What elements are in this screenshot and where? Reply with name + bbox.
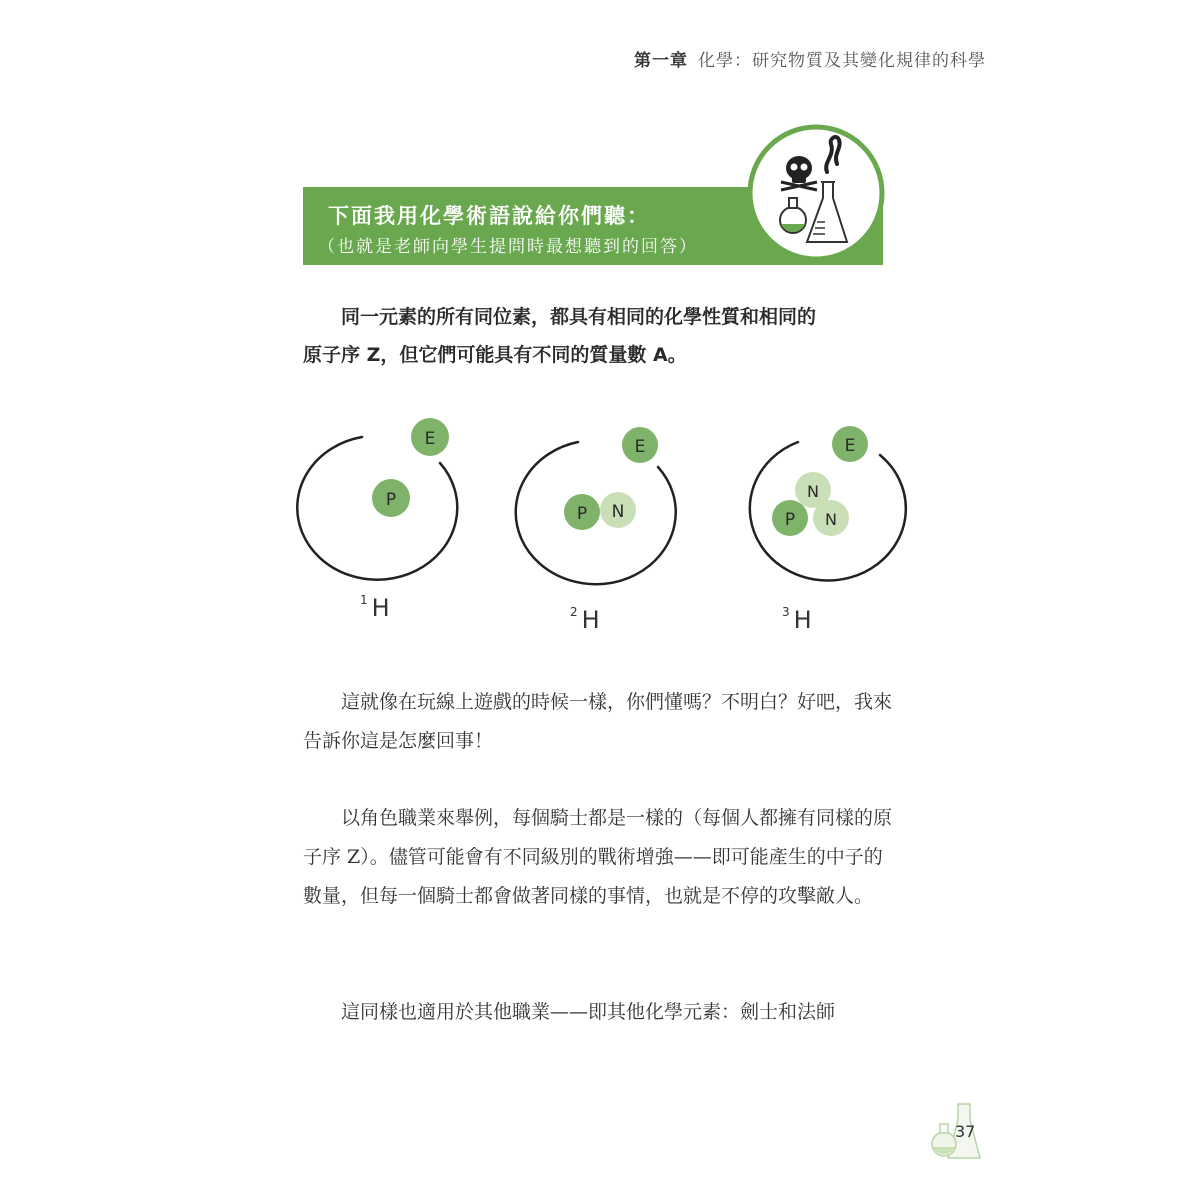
nucleon-2-2: N	[611, 502, 625, 522]
mass-number-3: 3	[782, 605, 790, 619]
element-symbol-1: H	[371, 594, 390, 622]
atom-2	[516, 427, 676, 584]
electron-2-label: E	[634, 437, 646, 457]
nucleon-2-1: P	[576, 504, 588, 524]
electron-3-label: E	[844, 436, 856, 456]
lead-line-1: 同一元素的所有同位素，都具有相同的化學性質和相同的	[341, 306, 817, 328]
paragraph-2-text: 以角色職業來舉例，每個騎士都是一樣的（每個人都擁有同樣的原子序 Z）。儘管可能會有不同級別的戰術增強——即可能產生的中子的數量，但每一個騎士都會做著同樣的事情，也就是不停的攻擊敵人。	[303, 807, 893, 907]
atom-1	[297, 418, 457, 580]
skull-and-flask-icon	[747, 124, 885, 262]
lead-line-2: 原子序 Z，但它們可能具有不同的質量數 A。	[303, 344, 687, 366]
element-symbol-2: H	[581, 606, 600, 634]
chapter-label: 第一章	[634, 51, 688, 71]
nucleon-3-2: P	[784, 510, 796, 530]
paragraph-1	[303, 683, 893, 761]
electron-1-label: E	[424, 429, 436, 449]
nucleon-1-1: P	[385, 490, 397, 510]
atom-3	[750, 426, 906, 581]
isotope-label-3	[782, 605, 812, 634]
element-symbol-3: H	[793, 606, 812, 634]
banner-title: 下面我用化學術語說給你們聽：	[328, 204, 650, 228]
nucleon-3-3: N	[825, 510, 837, 529]
paragraph-2	[303, 799, 893, 916]
chapter-title: 化學：研究物質及其變化規律的科學	[698, 51, 986, 71]
mass-number-1: 1	[360, 593, 368, 607]
paragraph-1-text: 這就像在玩線上遊戲的時候一樣，你們懂嗎？不明白？好吧，我來告訴你這是怎麼回事！	[303, 691, 893, 752]
mass-number-2: 2	[570, 605, 578, 619]
paragraph-3	[303, 993, 893, 1032]
paragraph-3-text: 這同樣也適用於其他職業——即其他化學元素：劍士和法師	[341, 1001, 836, 1023]
isotope-diagram	[290, 415, 910, 645]
isotope-label-1	[360, 593, 390, 622]
running-header	[634, 46, 986, 71]
isotope-label-2	[570, 605, 600, 634]
lead-text	[303, 298, 893, 374]
page-number: 37	[955, 1122, 976, 1141]
banner-subtitle: （也就是老師向學生提問時最想聽到的回答）	[318, 237, 698, 257]
nucleon-3-1: N	[807, 482, 819, 501]
